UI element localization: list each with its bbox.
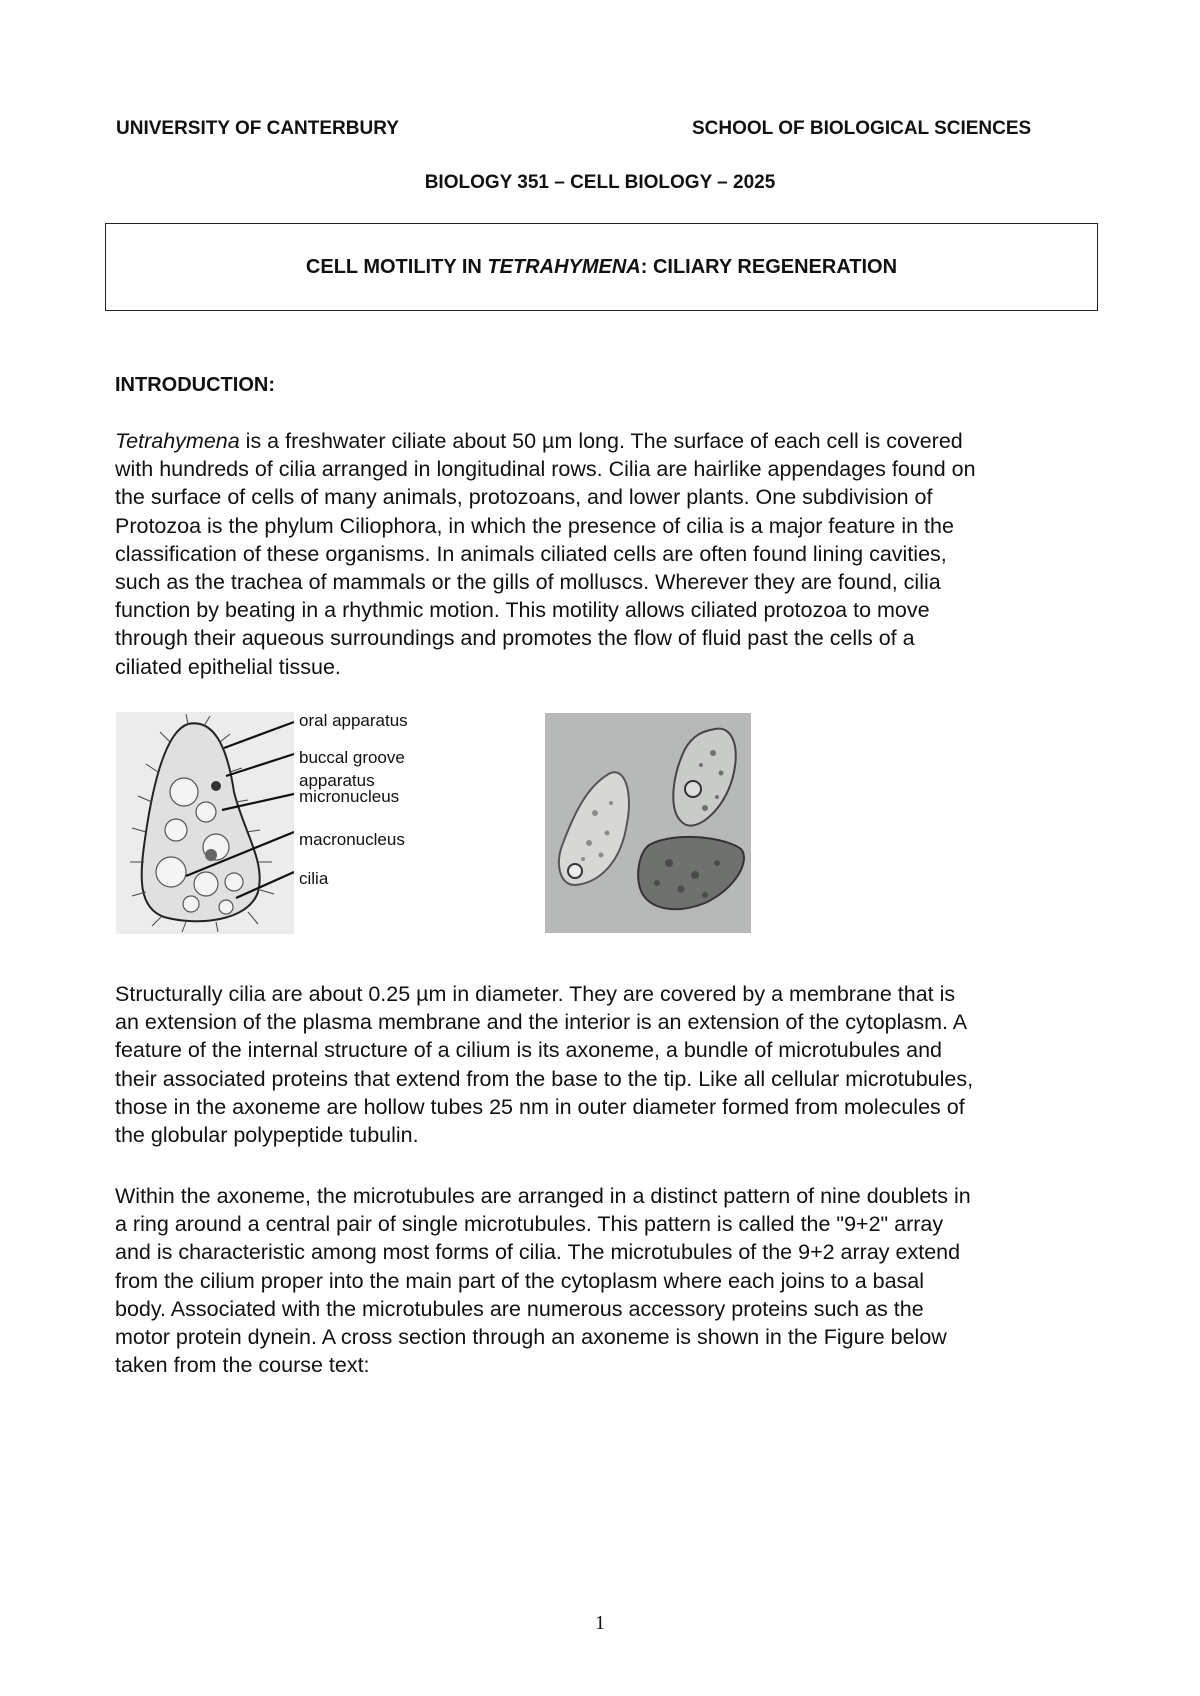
paragraph-line: the globular polypeptide tubulin. <box>115 1123 419 1148</box>
paragraph-line: is a freshwater ciliate about 50 µm long. The surface of each cell is covered <box>239 429 963 453</box>
title-prefix: CELL MOTILITY IN <box>305 255 488 278</box>
page-number: 1 <box>595 1612 605 1634</box>
paragraph-line: through their aqueous surroundings and promotes the flow of fluid past the cells of a <box>115 626 915 651</box>
university-name: UNIVERSITY OF CANTERBURY <box>116 118 399 139</box>
title-suffix: : CILIARY REGENERATION <box>640 255 898 278</box>
paragraph-line: a ring around a central pair of single microtubules. This pattern is called the "9+2" array <box>115 1212 944 1237</box>
micrograph-image <box>545 713 751 933</box>
paragraph-line: Structurally cilia are about 0.25 µm in diameter. They are covered by a membrane that is <box>115 982 956 1006</box>
paragraph-line: and is characteristic among most forms of cilia. The microtubules of the 9+2 array extend <box>115 1240 961 1265</box>
label-buccal-groove: buccal groove <box>299 748 405 767</box>
paragraph-line: their associated proteins that extend from the base to the tip. Like all cellular microtubules, <box>115 1066 974 1091</box>
tetrahymena-micrograph <box>545 713 751 933</box>
label-macronucleus: macronucleus <box>299 830 405 849</box>
introduction-heading: INTRODUCTION: <box>115 374 275 396</box>
label-cilia: cilia <box>299 869 329 888</box>
paragraph-line: feature of the internal structure of a cilium is its axoneme, a bundle of microtubules and <box>115 1038 942 1063</box>
course-title: BIOLOGY 351 – CELL BIOLOGY – 2025 <box>424 172 776 193</box>
label-oral-apparatus: oral apparatus <box>299 711 408 730</box>
paragraph-line: the surface of cells of many animals, protozoans, and lower plants. One subdivision of <box>115 485 933 510</box>
paragraph-line: Protozoa is the phylum Ciliophora, in which the presence of cilia is a major feature in the <box>115 513 954 538</box>
intro-paragraph-1 <box>115 427 1095 681</box>
paragraph-line: such as the trachea of mammals or the gills of molluscs. Wherever they are found, cilia <box>115 570 941 595</box>
paragraph-line: Within the axoneme, the microtubules are arranged in a distinct pattern of nine doublets in <box>115 1184 971 1208</box>
intro-paragraph-3 <box>115 1182 1095 1379</box>
paragraph-line: with hundreds of cilia arranged in longitudinal rows. Cilia are hairlike appendages found on <box>115 457 976 482</box>
paragraph-line: body. Associated with the microtubules are numerous accessory proteins such as the <box>115 1296 924 1321</box>
label-apparatus: apparatus <box>299 771 375 790</box>
tetrahymena-diagram <box>116 712 294 934</box>
paragraph-line: motor protein dynein. A cross section through an axoneme is shown in the Figure below <box>115 1325 947 1350</box>
paragraph-line: those in the axoneme are hollow tubes 25 nm in outer diameter formed from molecules of <box>115 1094 965 1119</box>
paragraph-line: taken from the course text: <box>115 1353 370 1378</box>
paragraph-line: an extension of the plasma membrane and the interior is an extension of the cytoplasm. A <box>115 1010 968 1035</box>
paragraph-line: classification of these organisms. In animals ciliated cells are often found lining cavities, <box>115 541 947 566</box>
paragraph-line: ciliated epithelial tissue. <box>115 654 341 679</box>
intro-paragraph-2 <box>115 980 1095 1149</box>
title-organism: TETRAHYMENA <box>487 255 641 278</box>
document-title-box <box>105 223 1098 311</box>
organism-name: Tetrahymena <box>115 429 240 453</box>
paragraph-line: from the cilium proper into the main part of the cytoplasm where each joins to a basal <box>115 1268 925 1293</box>
tetrahymena-drawing <box>116 712 294 934</box>
label-micronucleus: micronucleus <box>299 787 400 806</box>
school-name: SCHOOL OF BIOLOGICAL SCIENCES <box>692 118 1032 139</box>
paragraph-line: function by beating in a rhythmic motion. This motility allows ciliated protozoa to move <box>115 598 930 623</box>
